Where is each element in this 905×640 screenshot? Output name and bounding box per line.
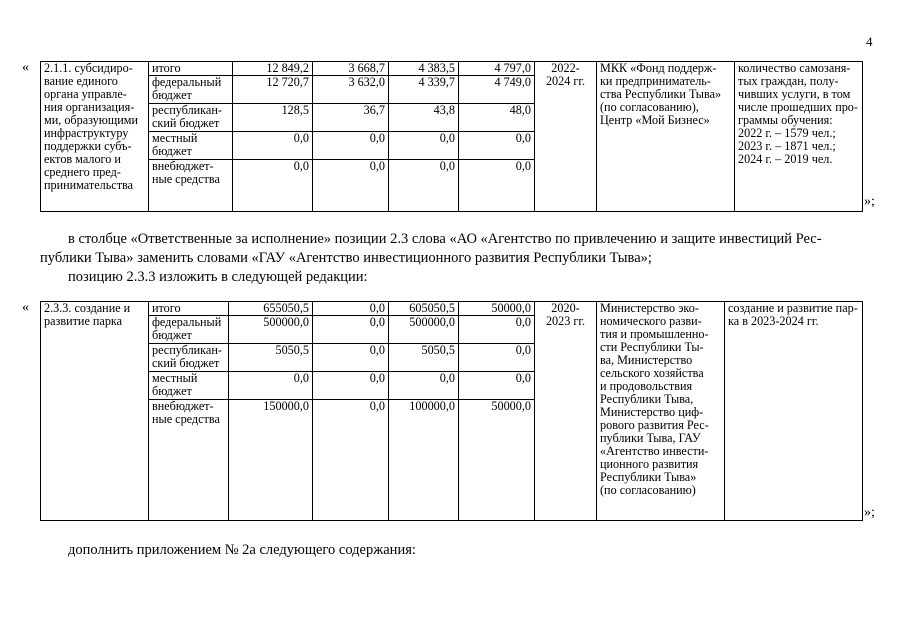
table1-source: республикан- ский бюджет [149,104,233,132]
table1-open-quote: « [22,60,29,75]
table2-value: 0,0 [313,302,389,316]
table2-value: 100000,0 [389,400,459,521]
table1-result: количество самозаня- тых граждан, полу- чивших услуги, в том числе прошедших про- граммы обучения: 2022 г. – 1579 чел.; 2023 г. – 1871 чел.; 2024 г. – 2019 чел. [735,62,863,212]
paragraph-2: позицию 2.3.3 изложить в следующей редакции: [68,269,368,285]
paragraph-1-line-1: в столбце «Ответственные за исполнение» позиции 2.3 слова «АО «Агентство по привлечению и защите инвестиций Рес- [68,231,822,247]
table2-value: 0,0 [459,372,535,400]
table1-value: 0,0 [459,160,535,212]
table1-value: 12 849,2 [233,62,313,76]
table2-value: 605050,5 [389,302,459,316]
paragraph-1-line-2: публики Тыва» заменить словами «ГАУ «Агентство инвестиционного развития Республики Тыва»; [40,250,652,266]
table1 [40,61,863,212]
table1-value: 0,0 [313,132,389,160]
table2-value: 0,0 [313,316,389,344]
table2-result: создание и развитие пар- ка в 2023-2024 гг. [725,302,863,521]
table1-value: 43,8 [389,104,459,132]
table1-source: внебюджет- ные средства [149,160,233,212]
table1-source: итого [149,62,233,76]
table2-value: 0,0 [389,372,459,400]
table2-source: федеральный бюджет [149,316,229,344]
table1-item: 2.1.1. субсидиро- вание единого органа управле- ния организация- ми, образующими инфраструктуру поддержки субъ- ектов малого и среднего пред- принимательства [41,62,149,212]
table2-open-quote: « [22,300,29,315]
table1-source: местный бюджет [149,132,233,160]
table2-value: 0,0 [313,344,389,372]
table2-source: местный бюджет [149,372,229,400]
table2-source: внебюджет- ные средства [149,400,229,521]
table2-responsible: Министерство эко- номического разви- тия и промышленно- сти Республики Ты- ва, Министерство сельского хозяйства и продовольствия Республики Тыва, Министерство циф- рового развития Рес- публики Тыва, ГАУ «Агентство инвести- ционного развития Республики Тыва» (по согласованию) [597,302,725,521]
table1-value: 4 383,5 [389,62,459,76]
table1-value: 48,0 [459,104,535,132]
table1-value: 3 668,7 [313,62,389,76]
table2-period: 2020- 2023 гг. [535,302,597,521]
table1-value: 0,0 [233,132,313,160]
table2-value: 500000,0 [389,316,459,344]
table2-value: 0,0 [313,372,389,400]
table1-value: 0,0 [389,132,459,160]
table1-value: 12 720,7 [233,76,313,104]
table1-responsible: МКК «Фонд поддерж- ки предприниматель- ства Республики Тыва» (по согласованию), Центр «Мой Бизнес» [597,62,735,212]
table1-value: 4 339,7 [389,76,459,104]
table1-period: 2022- 2024 гг. [535,62,597,212]
table2-item: 2.3.3. создание и развитие парка [41,302,149,521]
table2 [40,301,863,521]
table2-source: итого [149,302,229,316]
page-number: 4 [866,34,873,49]
paragraph-3: дополнить приложением № 2а следующего содержания: [68,542,416,558]
table1-value: 4 749,0 [459,76,535,104]
table2-value: 0,0 [229,372,313,400]
table2-close-quote: »; [864,505,875,520]
table1-source: федеральный бюджет [149,76,233,104]
table2-value: 150000,0 [229,400,313,521]
table1-value: 0,0 [233,160,313,212]
table1-value: 36,7 [313,104,389,132]
table2-value: 655050,5 [229,302,313,316]
table2-value: 500000,0 [229,316,313,344]
table1-close-quote: »; [864,194,875,209]
table1-value: 4 797,0 [459,62,535,76]
table1-value: 128,5 [233,104,313,132]
table2-value: 50000,0 [459,302,535,316]
table2-value: 0,0 [459,316,535,344]
table2-value: 50000,0 [459,400,535,521]
table1-value: 0,0 [459,132,535,160]
table2-value: 0,0 [313,400,389,521]
table1-value: 3 632,0 [313,76,389,104]
table1-value: 0,0 [313,160,389,212]
table2-source: республикан- ский бюджет [149,344,229,372]
table2-value: 5050,5 [389,344,459,372]
table2-value: 5050,5 [229,344,313,372]
table1-value: 0,0 [389,160,459,212]
table2-value: 0,0 [459,344,535,372]
